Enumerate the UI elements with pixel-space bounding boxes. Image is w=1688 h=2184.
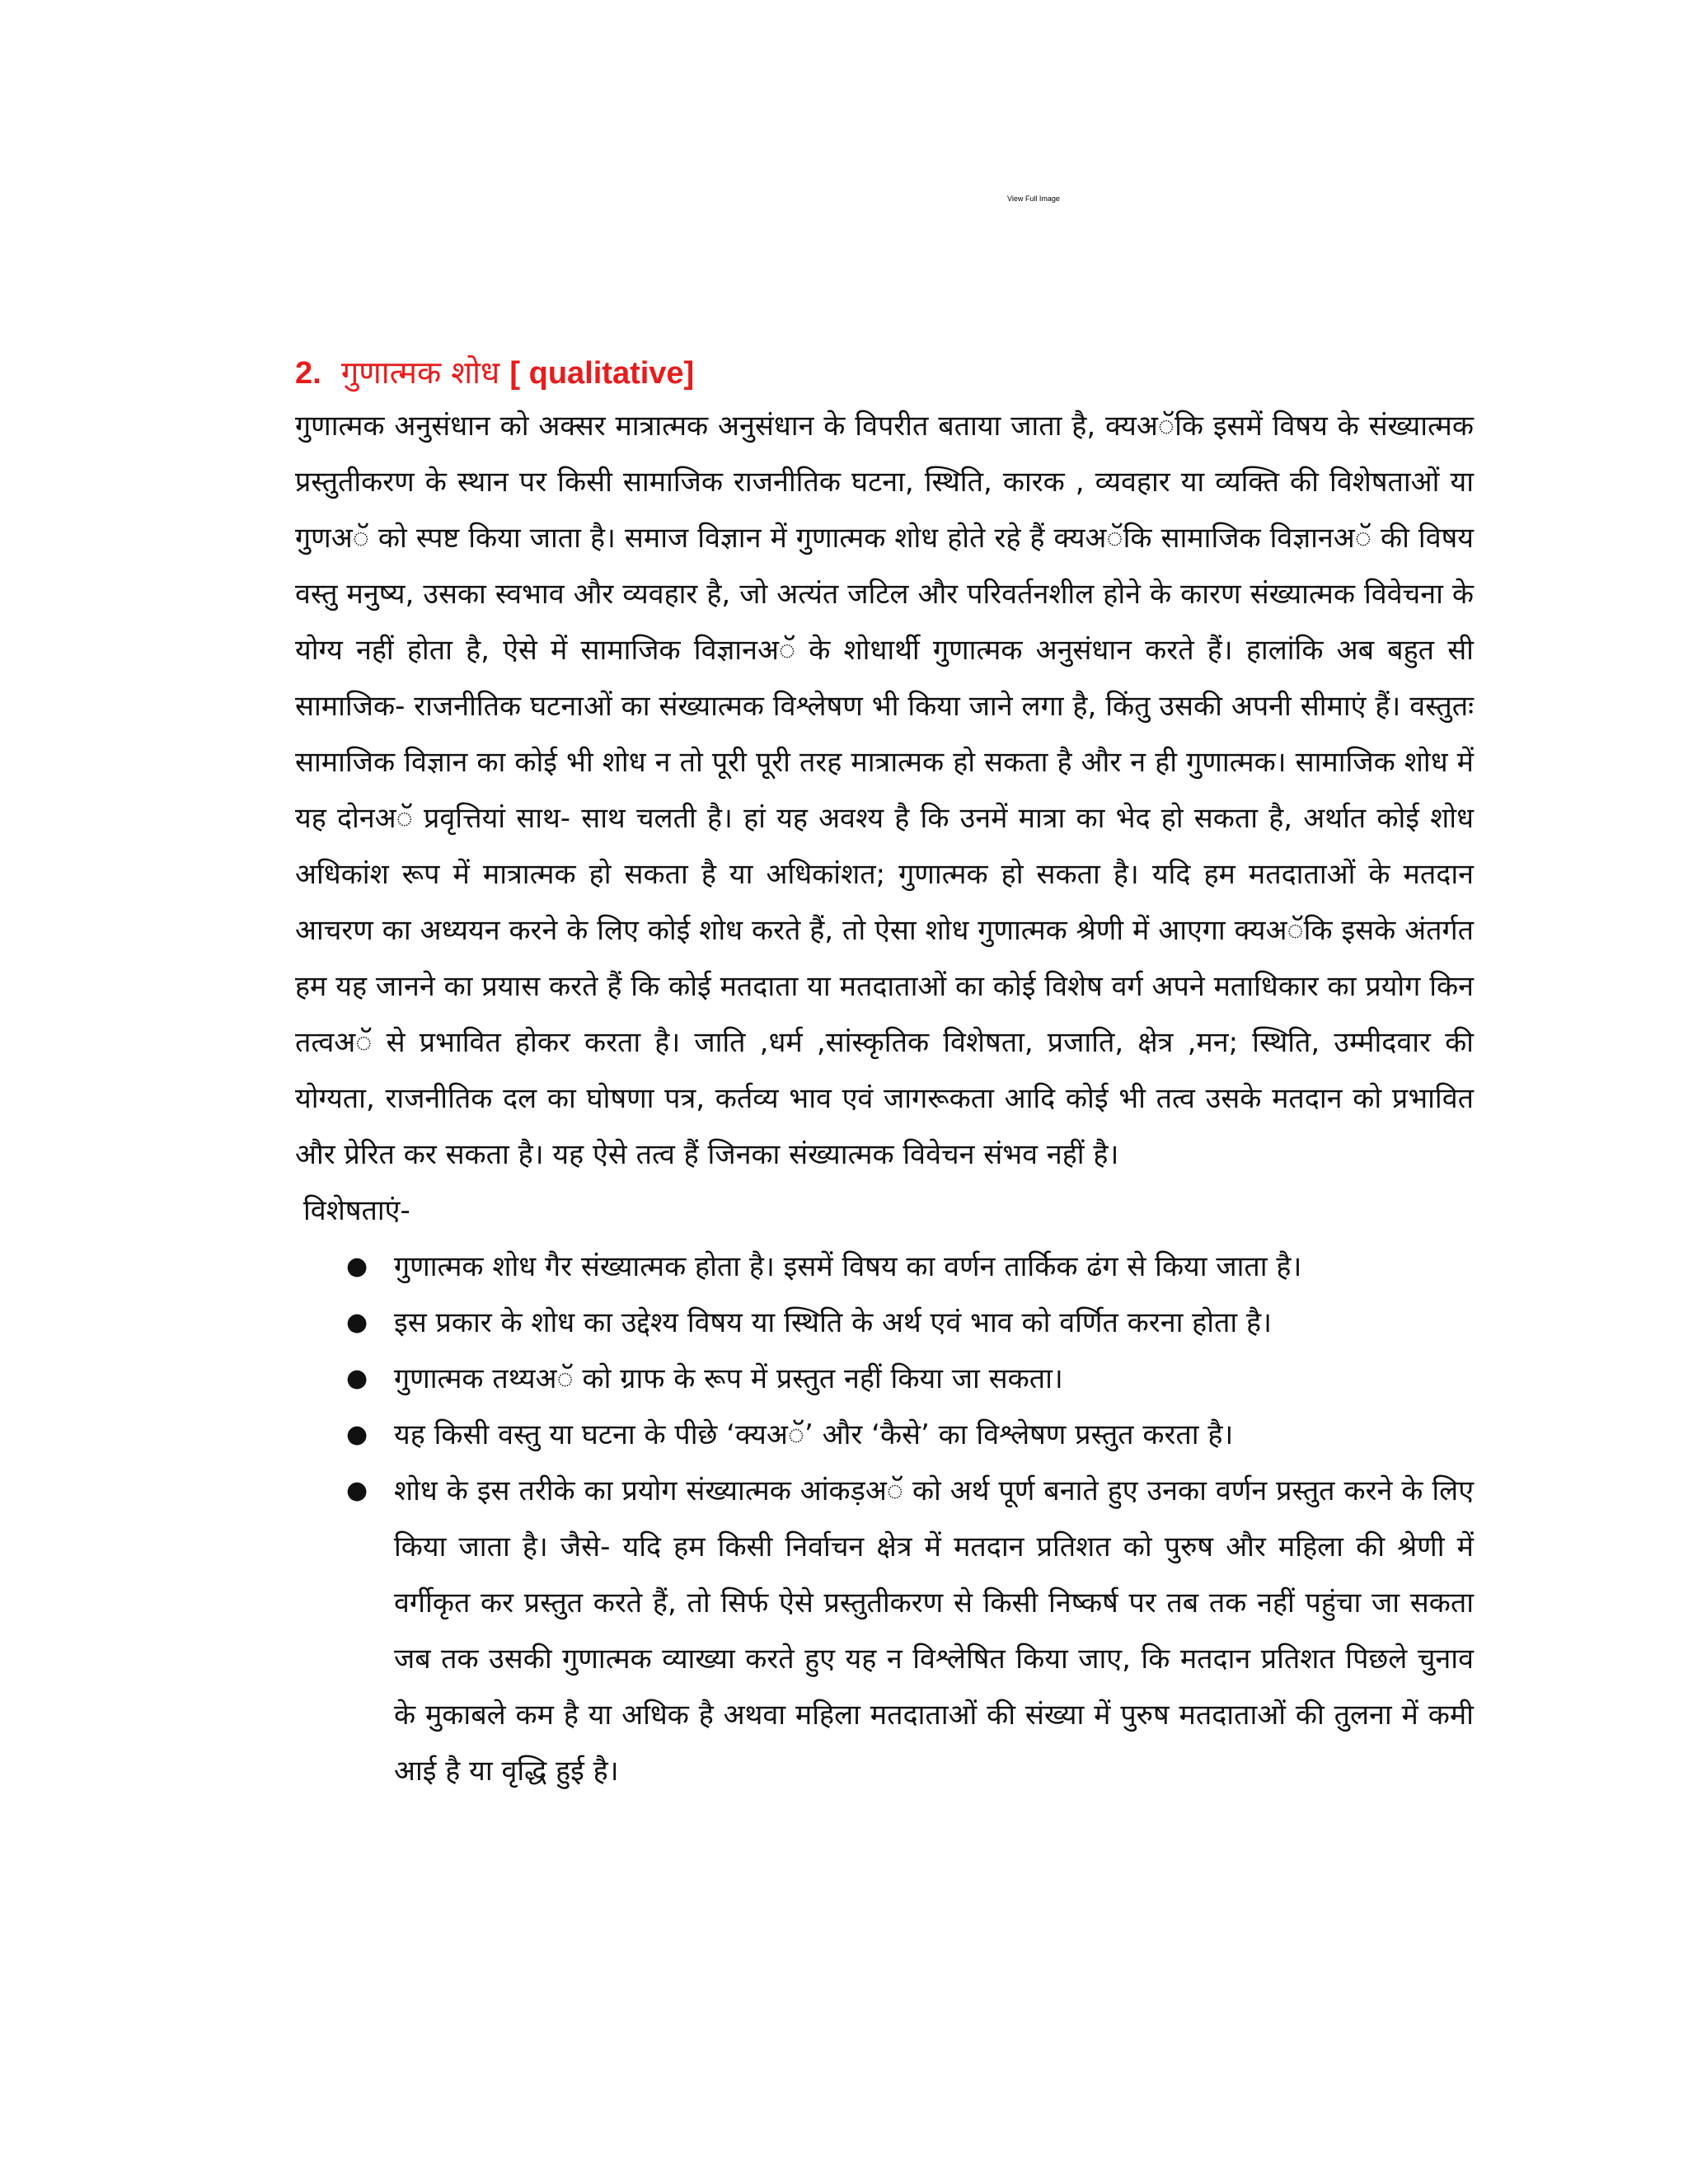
section-title-hindi: गुणात्मक शोध bbox=[340, 354, 500, 391]
intro-paragraph: गुणात्मक अनुसंधान को अक्सर मात्रात्मक अनुसंधान के विपरीत बताया जाता है, क्यअॅकि इसमें विषय के संख्यात्मक प्रस्तुतीकरण के स्थान पर किसी सामाजिक राजनीतिक घटना, स्थिति, कारक , व्यवहार या व्यक्ति की विशेषताओं या गुणअॅ को स्पष्ट किया जाता है। समाज विज्ञान में गुणात्मक शोध होते रहे हैं क्यअॅकि सामाजिक विज्ञानअॅ की विषय वस्तु मनुष्य, उसका स्वभाव और व्यवहार है, जो अत्यंत जटिल और परिवर्तनशील होने के कारण संख्यात्मक विवेचना के योग्य नहीं होता है, ऐसे में सामाजिक विज्ञानअॅ के शोधार्थी गुणात्मक अनुसंधान करते हैं। हालांकि अब बहुत सी सामाजिक- राजनीतिक घटनाओं का संख्यात्मक विश्लेषण भी किया जाने लगा है, किंतु उसकी अपनी सीमाएं हैं। वस्तुतः सामाजिक विज्ञान का कोई भी शोध न तो पूरी पूरी तरह मात्रात्मक हो सकता है और न ही गुणात्मक। सामाजिक शोध में यह दोनअॅ प्रवृत्तियां साथ- साथ चलती है। हां यह अवश्य है कि उनमें मात्रा का भेद हो सकता है, अर्थात कोई शोध अधिकांश रूप में मात्रात्मक हो सकता है या अधिकांशत; गुणात्मक हो सकता है। यदि हम मतदाताओं के मतदान आचरण का अध्ययन करने के लिए कोई शोध करते हैं, तो ऐसा शोध गुणात्मक श्रेणी में आएगा क्यअॅकि इसके अंतर्गत हम यह जानने का प्रयास करते हैं कि कोई मतदाता या मतदाताओं का कोई विशेष वर्ग अपने मताधिकार का प्रयोग किन तत्वअॅ से प्रभावित होकर करता है। जाति ,धर्म ,सांस्कृतिक विशेषता, प्रजाति, क्षेत्र ,मन; स्थिति, उम्मीदवार की योग्यता, राजनीतिक दल का घोषणा पत्र, कर्तव्य भाव एवं जागरूकता आदि कोई भी तत्व उसके मतदान को प्रभावित और प्रेरित कर सकता है। यह ऐसे तत्व हैं जिनका संख्यात्मक विवेचन संभव नहीं है। bbox=[295, 410, 1474, 1171]
list-item-text: यह किसी वस्तु या घटना के पीछे ‘क्यअॅ’ और ‘कैसे’ का विश्लेषण प्रस्तुत करता है। bbox=[394, 1418, 1234, 1451]
section-heading bbox=[295, 354, 1474, 391]
list-item-text: गुणात्मक शोध गैर संख्यात्मक होता है। इसमें विषय का वर्णन तार्किक ढंग से किया जाता है। bbox=[394, 1250, 1302, 1283]
section-number: 2. bbox=[295, 356, 321, 391]
bullet-icon: ● bbox=[346, 1364, 368, 1393]
list-item bbox=[295, 1351, 1474, 1407]
list-item bbox=[295, 1463, 1474, 1799]
bullet-icon: ● bbox=[346, 1308, 368, 1337]
view-full-image-link[interactable]: View Full Image bbox=[1007, 194, 1060, 203]
list-item-text: इस प्रकार के शोध का उद्देश्य विषय या स्थिति के अर्थ एवं भाव को वर्णित करना होता है। bbox=[394, 1306, 1272, 1339]
bullet-icon: ● bbox=[346, 1420, 368, 1449]
features-list bbox=[295, 1239, 1474, 1799]
list-item-text: गुणात्मक तथ्यअॅ को ग्राफ के रूप में प्रस्तुत नहीं किया जा सकता। bbox=[394, 1362, 1063, 1395]
list-item-text: शोध के इस तरीके का प्रयोग संख्यात्मक आंकड़अॅ को अर्थ पूर्ण बनाते हुए उनका वर्णन प्रस्तुत करने के लिए किया जाता है। जैसे- यदि हम किसी निर्वाचन क्षेत्र में मतदान प्रतिशत को पुरुष और महिला की श्रेणी में वर्गीकृत कर प्रस्तुत करते हैं, तो सिर्फ ऐसे प्रस्तुतीकरण से किसी निष्कर्ष पर तब तक नहीं पहुंचा जा सकता जब तक उसकी गुणात्मक व्याख्या करते हुए यह न विश्लेषित किया जाए, कि मतदान प्रतिशत पिछले चुनाव के मुकाबले कम है या अधिक है अथवा महिला मतदाताओं की संख्या में पुरुष मतदाताओं की तुलना में कमी आई है या वृद्धि हुई है। bbox=[394, 1474, 1474, 1788]
list-item bbox=[295, 1407, 1474, 1463]
features-label: विशेषताएं- bbox=[303, 1194, 410, 1227]
section-title-latin: [ qualitative] bbox=[509, 356, 695, 391]
bullet-icon: ● bbox=[346, 1252, 368, 1281]
list-item bbox=[295, 1239, 1474, 1295]
document-body bbox=[295, 354, 1474, 1799]
bullet-icon: ● bbox=[346, 1476, 368, 1505]
list-item bbox=[295, 1295, 1474, 1351]
